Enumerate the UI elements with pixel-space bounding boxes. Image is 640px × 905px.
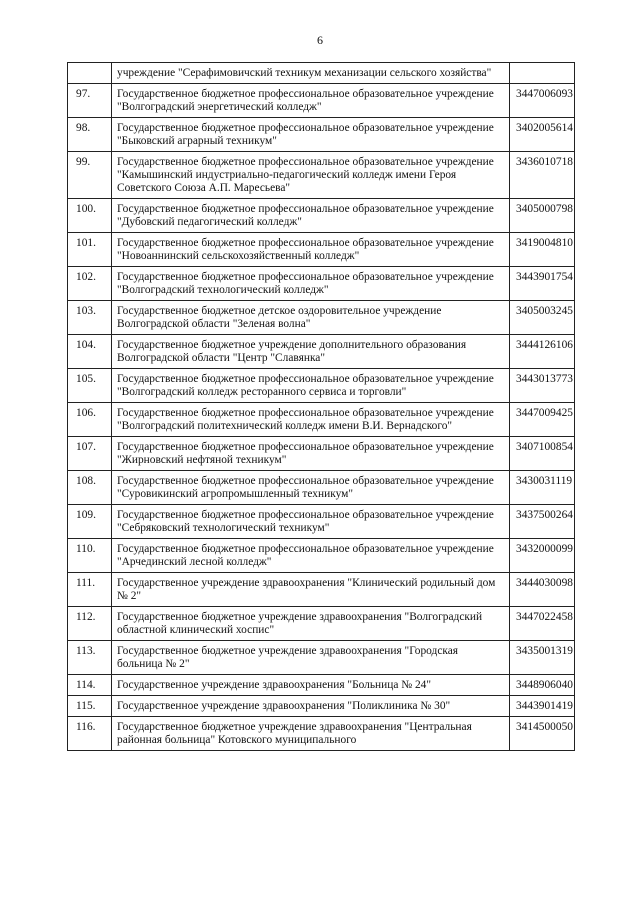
institution-name: Государственное бюджетное профессиональное образовательное учреждение "Камышинский индустриально-педагогический колледж имени Героя Советского Союза А.П. Маресьева"	[112, 152, 510, 199]
inn-value: 3447006093	[510, 84, 575, 118]
inn-value: 3405003245	[510, 301, 575, 335]
table-row	[68, 118, 575, 152]
row-number: 105.	[68, 369, 112, 403]
institution-name: Государственное бюджетное профессиональное образовательное учреждение "Быковский аграрный техникум"	[112, 118, 510, 152]
inn-value: 3443901419	[510, 696, 575, 717]
institution-name: Государственное бюджетное детское оздоровительное учреждение Волгоградской области "Зеленая волна"	[112, 301, 510, 335]
table-row	[68, 63, 575, 84]
table-row	[68, 335, 575, 369]
row-number: 116.	[68, 717, 112, 751]
table-row	[68, 573, 575, 607]
inn-value: 3435001319	[510, 641, 575, 675]
inn-value: 3443013773	[510, 369, 575, 403]
table-row	[68, 152, 575, 199]
table-row	[68, 301, 575, 335]
table-row	[68, 607, 575, 641]
table-row	[68, 437, 575, 471]
row-number: 102.	[68, 267, 112, 301]
institution-name: Государственное учреждение здравоохранения "Больница № 24"	[112, 675, 510, 696]
table-row	[68, 505, 575, 539]
inn-value: 3419004810	[510, 233, 575, 267]
row-number: 103.	[68, 301, 112, 335]
row-number: 115.	[68, 696, 112, 717]
inn-value: 3407100854	[510, 437, 575, 471]
table-body	[68, 63, 575, 751]
table-row	[68, 369, 575, 403]
row-number: 107.	[68, 437, 112, 471]
institution-name: Государственное учреждение здравоохранения "Клинический родильный дом № 2"	[112, 573, 510, 607]
row-number: 98.	[68, 118, 112, 152]
institution-name: Государственное бюджетное профессиональное образовательное учреждение "Новоаннинский сельскохозяйственный колледж"	[112, 233, 510, 267]
institution-name: Государственное бюджетное профессиональное образовательное учреждение "Волгоградский энергетический колледж"	[112, 84, 510, 118]
row-number: 99.	[68, 152, 112, 199]
inn-value: 3437500264	[510, 505, 575, 539]
row-number: 114.	[68, 675, 112, 696]
row-number: 104.	[68, 335, 112, 369]
institution-name: Государственное бюджетное профессиональное образовательное учреждение "Себряковский технологический техникум"	[112, 505, 510, 539]
page-number: 6	[317, 33, 323, 47]
table-row	[68, 199, 575, 233]
row-number: 101.	[68, 233, 112, 267]
table-row	[68, 675, 575, 696]
inn-value: 3447022458	[510, 607, 575, 641]
inn-value: 3448906040	[510, 675, 575, 696]
row-number: 112.	[68, 607, 112, 641]
institution-name: Государственное бюджетное профессиональное образовательное учреждение "Арчединский лесной колледж"	[112, 539, 510, 573]
institution-name: Государственное бюджетное учреждение здравоохранения "Центральная районная больница" Котовского муниципального	[112, 717, 510, 751]
table-row	[68, 403, 575, 437]
row-number: 113.	[68, 641, 112, 675]
inn-value: 3443901754	[510, 267, 575, 301]
institution-name: Государственное учреждение здравоохранения "Поликлиника № 30"	[112, 696, 510, 717]
table-row	[68, 267, 575, 301]
institution-name: Государственное бюджетное профессиональное образовательное учреждение "Волгоградский технологический колледж"	[112, 267, 510, 301]
inn-value: 3430031119	[510, 471, 575, 505]
table-row	[68, 84, 575, 118]
row-number	[68, 63, 112, 84]
institution-name: Государственное бюджетное учреждение здравоохранения "Городская больница № 2"	[112, 641, 510, 675]
institution-name: Государственное бюджетное профессиональное образовательное учреждение "Волгоградский политехнический колледж имени В.И. Вернадского"	[112, 403, 510, 437]
institution-name: Государственное бюджетное профессиональное образовательное учреждение "Жирновский нефтяной техникум"	[112, 437, 510, 471]
inn-value: 3402005614	[510, 118, 575, 152]
table-row	[68, 539, 575, 573]
row-number: 111.	[68, 573, 112, 607]
inn-value: 3444126106	[510, 335, 575, 369]
institution-name: Государственное бюджетное профессиональное образовательное учреждение "Волгоградский колледж ресторанного сервиса и торговли"	[112, 369, 510, 403]
table-row	[68, 641, 575, 675]
table-row	[68, 696, 575, 717]
inn-value: 3405000798	[510, 199, 575, 233]
row-number: 110.	[68, 539, 112, 573]
institution-name: Государственное бюджетное профессиональное образовательное учреждение "Суровикинский агропромышленный техникум"	[112, 471, 510, 505]
institution-name: Государственное бюджетное учреждение здравоохранения "Волгоградский областной клинический хоспис"	[112, 607, 510, 641]
row-number: 97.	[68, 84, 112, 118]
row-number: 100.	[68, 199, 112, 233]
institutions-table	[67, 62, 575, 751]
row-number: 106.	[68, 403, 112, 437]
institution-name: Государственное бюджетное учреждение дополнительного образования Волгоградской области "Центр "Славянка"	[112, 335, 510, 369]
institution-name: учреждение "Серафимовичский техникум механизации сельского хозяйства"	[112, 63, 510, 84]
row-number: 108.	[68, 471, 112, 505]
inn-value: 3432000099	[510, 539, 575, 573]
inn-value: 3444030098	[510, 573, 575, 607]
inn-value	[510, 63, 575, 84]
inn-value: 3436010718	[510, 152, 575, 199]
table-row	[68, 471, 575, 505]
table-row	[68, 233, 575, 267]
table-row	[68, 717, 575, 751]
inn-value: 3447009425	[510, 403, 575, 437]
inn-value: 3414500050	[510, 717, 575, 751]
row-number: 109.	[68, 505, 112, 539]
institution-name: Государственное бюджетное профессиональное образовательное учреждение "Дубовский педагогический колледж"	[112, 199, 510, 233]
